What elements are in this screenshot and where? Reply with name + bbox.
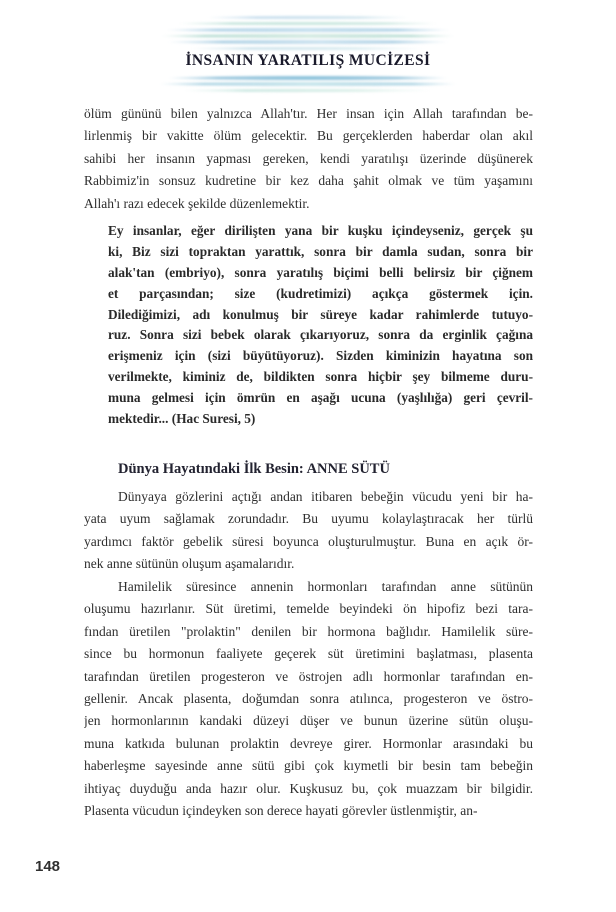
ornament-streak [166,40,450,44]
text-line: oluşumu hazırlanır. Süt üretimi, temelde beyindeki ön hipofiz bezi tara- [84,601,533,617]
text-line: nek anne sütünün oluşum aşamalarıdır. [84,556,295,572]
paragraph-continuation [84,103,533,215]
text-line: mektedir... (Hac Suresi, 5) [108,411,256,427]
paragraph [84,486,533,576]
text-line: sahibi her insanın yapması gereken, kendi yaratılışı üzerinde düşünerek [84,150,533,166]
text-line: erişmeniz için (sizi büyütüyoruz). Sizden kiminizin hayatına son [108,348,533,364]
ornament-streak [165,28,451,32]
ornament-streak [206,16,411,19]
text-line: Allah'ı razı edecek şekilde düzenlemektir. [84,195,310,211]
text-line: Hamilelik süresince annenin hormonları tarafından anne sütünün [118,579,533,594]
quran-verse-quote [108,221,533,430]
text-line: lirlenmiş bir vakitte ölüm gelecektir. Bu gerçeklerden haberdar olan akıl [84,128,533,144]
text-line: ihtiyaç duyduğu anda hazır olur. Kuşkusuz bu, çok muazzam bir bilgidir. [84,780,533,796]
text-line: verilmekte, kiminiz de, bildikten sonra hiçbir şey bilmeme duru- [108,369,533,385]
text-line: Dünyaya gözlerini açtığı andan itibaren bebeğin vücudu yeni bir ha- [118,489,533,504]
text-line: Ey insanlar, eğer dirilişten yana bir kuşku içindeyseniz, gerçek şu [108,223,533,238]
title-underline-ornament [0,76,616,98]
text-line: ruz. Sonra sizi bebek olarak çıkarıyoruz, sonra da erginlik çağına [108,327,533,343]
text-line: ki, Biz sizi topraktan yarattık, sonra bir damla sudan, sonra bir [108,243,533,259]
text-line: haberleşme sayesinde anne sütü gibi çok kıymetli bir besin tam bebeğin [84,758,533,774]
text-line: yardımcı faktör gebelik süresi boyunca oluşturulmuştur. Buna en açık ör- [84,533,533,549]
text-line: muna katkıda bulunan prolaktin devreye girer. Hormonlar arasındaki bu [84,735,533,751]
text-line: ölüm gününü bilen yalnızca Allah'tır. Her insan için Allah tarafından be- [84,106,533,121]
chapter-title: İNSANIN YARATILIŞ MUCİZESİ [185,52,431,69]
text-line: yata uyum sağlamak zorundadır. Bu uyumu kolaylaştıracak her türlü [84,511,533,527]
section-heading: Dünya Hayatındaki İlk Besin: ANNE SÜTÜ [118,461,390,477]
paragraph [84,576,533,822]
ornament-streak [160,34,456,38]
text-line: jen hormonlarının kandaki düzeyi düşer ve bunun üzerine sütün oluşu- [84,713,533,729]
header-ornament [0,14,616,54]
text-line: since bu hormonun faaliyete geçerek süt üretimini başlatması, plasenta [84,646,533,662]
text-line: Rabbimiz'in sonsuz kudretine bir kez daha şahit olmak ve tüm yaşamını [84,173,533,189]
ornament-streak [189,47,427,50]
text-line: fından üretilen "prolaktin" denilen bir hormona bağlıdır. Hamilelik süre- [84,623,533,639]
ornament-streak [158,82,458,86]
text-line: gellenir. Ancak plasenta, doğumdan sonra atılınca, progesteron ve östro- [84,690,533,706]
ornament-streak [167,76,449,80]
text-line: et parçasından; size (kudretimizi) açıkça göstermek için. [108,285,533,301]
text-line: alak'tan (embriyo), sonra yaratılış biçimi belli belirsiz bir çiğnem [108,264,533,280]
text-line: tarafından üretilen progesteron ve östrojen adlı hormonlar tarafından en- [84,668,533,684]
ornament-streak [182,89,434,92]
page-number: 148 [35,858,61,875]
text-line: muna gelmesi için ömrün en aşağı ucuna (yaşlılığa) geri çevril- [108,390,533,406]
ornament-streak [177,22,439,25]
text-line: Dilediğimizi, adı konulmuş bir süreye kadar rahimlerde tutuyo- [108,306,533,322]
text-line: Plasenta vücudun içindeyken son derece hayati görevler üstlenmiştir, an- [84,802,478,818]
